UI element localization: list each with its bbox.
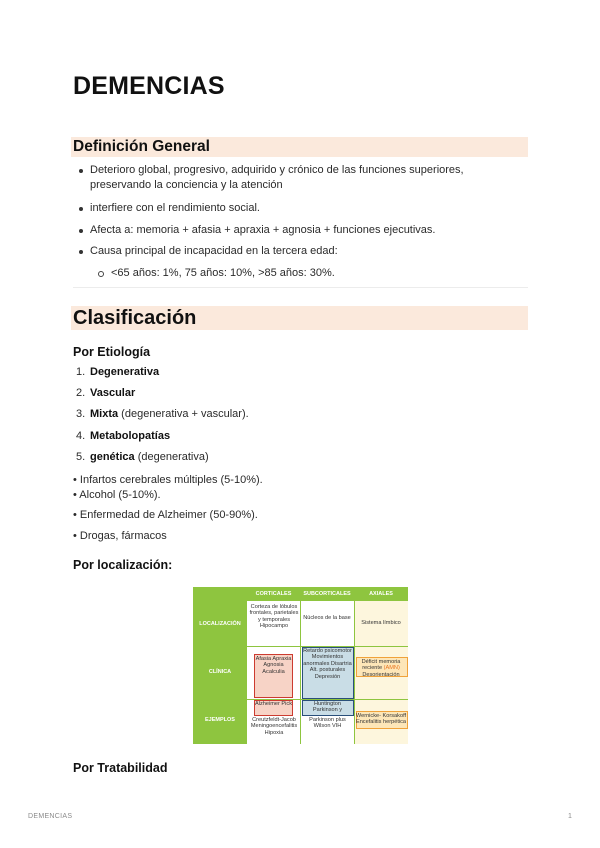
definicion-bullet-1: Deterioro global, progresivo, adquirido y crónico de las funciones superiores, preservando la conciencia y la atención [90, 163, 510, 193]
item-bold: Vascular [90, 387, 136, 399]
row-header-ejemplos: EJEMPLOS [205, 717, 235, 723]
definicion-sub-bullet: <65 años: 1%, 75 años: 10%, >85 años: 30%. [111, 267, 335, 279]
item-number: 5. [76, 451, 86, 463]
cell-ej-subcortical-box: Huntington Parkinson y [312, 701, 343, 714]
clin-axial-line-1: Déficit memoria reciente [361, 659, 401, 672]
etiologia-item-1 [76, 365, 159, 380]
cell-ej-axial: Wernicke- Korsakoff Encefalitis herpética [355, 713, 407, 726]
etiologia-heading: Por Etiología [73, 345, 151, 359]
definicion-bullet-3: Afecta a: memoria + afasia + apraxia + agnosia + funciones ejecutivas. [90, 223, 510, 238]
col-header-corticales: CORTICALES [255, 591, 292, 597]
item-number: 3. [76, 408, 86, 420]
etiologia-extra-3: • Enfermedad de Alzheimer (50-90%). [73, 509, 258, 521]
cell-clin-axial [355, 659, 407, 678]
col-header-axiales: AXIALES [369, 591, 393, 597]
item-bold: Metabolopatías [90, 430, 171, 442]
localizacion-heading: Por localización: [73, 558, 173, 572]
item-bold: Mixta [90, 408, 119, 420]
footer-title: DEMENCIAS [28, 813, 73, 820]
etiologia-item-2 [76, 386, 135, 401]
clasificacion-heading: Clasificación [73, 307, 197, 329]
item-bold: genética [90, 451, 135, 463]
cell-ej-cortical-box: Alzheimer Pick [255, 701, 292, 707]
page-title: DEMENCIAS [73, 72, 225, 100]
clin-axial-amn: (AMN) [383, 665, 400, 672]
definicion-heading: Definición General [73, 138, 210, 155]
tratabilidad-heading: Por Tratabilidad [73, 761, 168, 775]
cell-loc-axial: Sistema límbico [361, 620, 401, 626]
definicion-bullet-4: Causa principal de incapacidad en la tercera edad: [90, 244, 510, 259]
etiologia-item-5 [76, 450, 209, 465]
item-number: 1. [76, 366, 86, 378]
item-bold: Degenerativa [90, 366, 160, 378]
row-header-localizacion: LOCALIZACIÓN [199, 621, 241, 627]
section-heading-definicion [71, 137, 528, 157]
cell-ej-cortical: Creutzfeldt-Jacob Meningoencefalitis Hipoxia [250, 717, 298, 736]
section-divider [73, 287, 528, 288]
etiologia-item-4 [76, 429, 170, 444]
etiologia-extra-4: • Drogas, fármacos [73, 530, 167, 542]
item-rest: (degenerativa + vascular). [118, 408, 249, 420]
item-number: 4. [76, 430, 86, 442]
etiologia-extra-2: • Alcohol (5-10%). [73, 489, 161, 501]
col-header-subcorticales: SUBCORTICALES [303, 591, 351, 597]
cell-loc-cortical: Corteza de lóbulos frontales, parietales y temporales Hipocampo [249, 604, 299, 630]
etiologia-item-3 [76, 407, 249, 422]
cell-loc-subcortical: Núcleos de la base [303, 615, 351, 621]
etiologia-extra-1: • Infartos cerebrales múltiples (5-10%). [73, 474, 263, 486]
localizacion-table-figure [193, 587, 408, 744]
section-heading-clasificacion [71, 306, 528, 330]
row-header-clinica: CLÍNICA [208, 669, 232, 675]
cell-clin-cortical: Afasia Apraxia Agnosia Acalculia [255, 656, 292, 675]
clin-axial-line-2: Desorientación [362, 671, 400, 678]
item-number: 2. [76, 387, 86, 399]
footer-page-number: 1 [568, 813, 573, 820]
cell-ej-subcortical: Parkinson plus Wilson VIH [309, 717, 346, 730]
item-rest: (degenerativa) [134, 451, 209, 463]
definicion-bullet-2: interfiere con el rendimiento social. [90, 201, 510, 216]
cell-clin-subcortical: Retardo psicomotor Movimientos anormales Disartria Alt. posturales Depresión [303, 648, 352, 680]
